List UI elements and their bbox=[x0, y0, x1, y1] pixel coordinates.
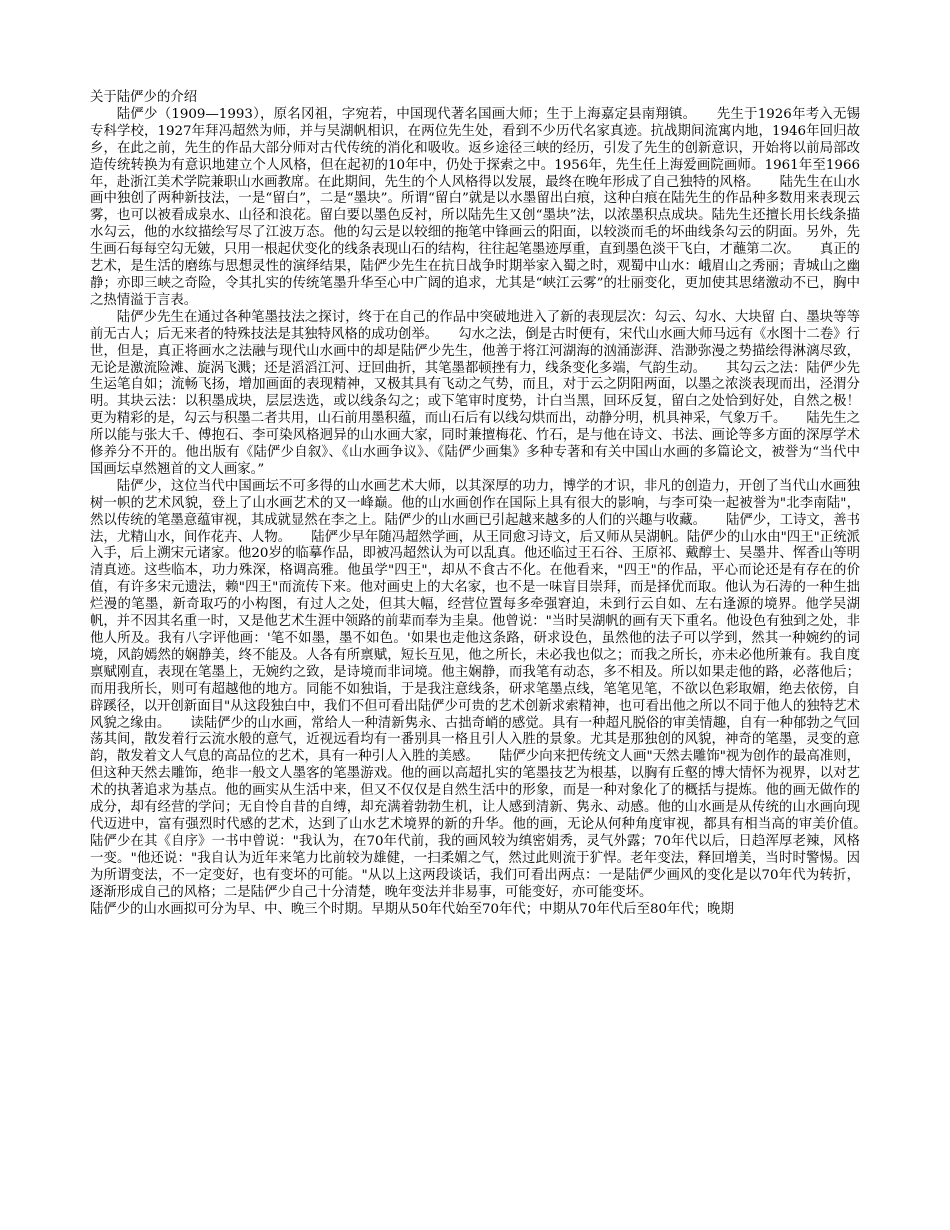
document-body bbox=[90, 90, 887, 918]
paragraph: 陆俨少（1909—1993），原名冈祖，字宛若，中国现代著名国画大师；生于上海嘉定县南翔镇。 先生于1926年考入无锡专科学校，1927年拜冯超然为师，并与吴湖帆相识，在两位先生处，看到不少历代名家真迹。抗战期间流寓内地，1946年回归故乡，在此之前，先生的作品大部分师对古代传统的消化和吸收。返乡途径三峡的经历，引发了先生的创新意识，开始将以前局部改造传统转换为有意识地建立个人风格，但在起初的10年中，仍处于探索之中。1956年，先生任上海爱画院画师。1961年至1966年，赴浙江美术学院兼职山水画教席。在此期间，先生的个人风格得以发展，最终在晚年形成了自己独特的风格。 陆先生在山水画中独创了两种新技法，一是“留白”，二是“墨块”。所谓“留白”就是以水墨留出白痕，这种白痕在陆先生的作品种多数用来表现云雾，也可以被看成泉水、山径和浪花。留白要以墨色反衬，所以陆先生又创“墨块”法，以浓墨积点成块。陆先生还擅长用长线条描水勾云，他的水纹描绘写尽了江波万态。他的勾云是以较细的拖笔中锋画云的阳面，以较淡而毛的坏曲线条勾云的阴面。另外，先生画石每每空勾无皴，只用一根起伏变化的线条表现山石的结构，往往起笔墨迹厚重，直到墨色淡干飞白，才蘸第二次。 真正的艺术，是生活的磨练与思想灵性的演绎结果，陆俨少先生在抗日战争时期举家入蜀之时，观蜀中山水：峨眉山之秀丽；青城山之幽静；亦即三峡之奇险，令其扎实的传统笔墨升华至心中广阔的追求，尤其是“峡江云雾”的壮丽变化，更加使其思绪激动不已，胸中之热情溢于言表。 bbox=[90, 106, 860, 308]
document-title: 关于陆俨少的介绍 bbox=[90, 90, 198, 105]
paragraph: 陆俨少先生在通过各种笔墨技法之探讨，终于在自己的作品中突破地进入了新的表现层次：勾云、勾水、大块留 白、墨块等等前无古人；后无来者的特殊技法是其独特风格的成功创举。 勾水之法，倒是古时便有，宋代山水画大师马远有《水图十二卷》行世，但是，真正将画水之法融与现代山水画中的却是陆俨少先生，他善于将江河湖海的汹涌澎湃、浩渺弥漫之势描绘得淋漓尽致，无论是激流险滩、旋涡飞溅；还是滔滔江河、迂回曲折，其笔墨都顿挫有力，线条变化多端，气韵生动。 其勾云之法：陆俨少先生运笔自如；流畅飞扬，增加画面的表现精神，又极其具有飞动之气势，而且，对于云之阴阳两面，以墨之浓淡表现而出，泾渭分明。其块云法：以积墨成块，层层迭选，或以线条勾之；或下笔审时度势，计白当黑，回环反复，留白之处恰到好处，自然之极！更为精彩的是，勾云与积墨二者共用，山石前用墨积蕴，而山石后有以线勾烘而出，动静分明，机具神采，气象万千。 陆先生之所以能与张大千、傅抱石、李可染风格迥异的山水画大家，同时兼擅梅花、竹石，是与他在诗文、书法、画论等多方面的深厚学术修养分不开的。他出版有《陆俨少自叙》、《山水画争议》、《陆俨少画集》多种专著和有关中国山水画的多篇论文，被誉为“当代中国画坛卓然翘首的文人画家。” bbox=[90, 309, 860, 477]
paragraph: 陆俨少的山水画拟可分为早、中、晚三个时期。早期从50年代始至70年代；中期从70年代后至80年代；晚期 bbox=[90, 901, 734, 917]
paragraph: 陆俨少，这位当代中国画坛不可多得的山水画艺术大师，以其深厚的功力，博学的才识，非凡的创造力，开创了当代山水画独树一帜的艺术风貌，登上了山水画艺术的又一峰巅。他的山水画创作在国际上具有很大的影响，与李可染一起被誉为"北李南陆"，然以传统的笔墨意蕴审视，其成就显然在李之上。陆俨少的山水画已引起越来越多的人们的兴趣与收藏。 陆俨少，工诗文，善书法，尤精山水，间作花卉、人物。 陆俨少早年随冯超然学画，从王同愈习诗文，后又师从吴湖帆。陆俨少的山水由"四王"正统派入手，后上溯宋元诸家。他20岁的临摹作品，即被冯超然认为可以乱真。他还临过王石谷、王原祁、戴醇士、吴墨井、恽香山等明清真迹。这些临本，功力殊深，格调高雅。他虽学"四王"，却从不食古不化。在他看来，"四王"的作品，平心而论还是有存在的价值，有许多宋元遗法，赖"四王"而流传下来。他对画史上的大名家，也不是一味盲目崇拜，而是择优而取。他认为石涛的一种生拙烂漫的笔墨，新奇取巧的小构图，有过人之处，但其大幅，经营位置每多牵强窘迫，未到行云自如、左右逢源的境界。他学吴湖帆，并不因其名重一时，又是他艺术生涯中领路的前辈而奉为圭臬。他曾说："当时吴湖帆的画有天下重名。他设色有独到之处，非他人所及。我有八字评他画：'笔不如墨，墨不如色。'如果也走他这条路，研求设色，虽然他的法子可以学到，然其一种婉约的词境，风韵嫣然的娴静美，终不能及。人各有所禀赋，短长互见，他之所长，未必我也似之；而我之所长，亦未必他所兼有。我自度禀赋刚直，表现在笔墨上，无婉约之致，是诗境而非词境。他主娴静，而我笔有动态，多不相及。所以如果走他的路，必落他后；而用我所长，则可有超越他的地方。同能不如独诣，于是我注意线条，研求笔墨点线，笔笔见笔，不欲以色彩取媚，绝去依傍，自辟蹊径，以开创新面目"从这段独白中，我们不但可看出陆俨少可贵的艺术创新求索精神，也可看出他之所以不同于他人的独特艺术风貌之缘由。 读陆俨少的山水画，常给人一种清新隽永、古拙奇峭的感觉。具有一种超凡脱俗的审美情趣，自有一种郁勃之气回荡其间，散发着行云流水般的意气，近视远看均有一番别具一格且引人入胜的景象。尤其是那独创的风貌，神奇的笔墨，灵变的意韵，散发着文人气息的高品位的艺术，具有一种引人入胜的美感。 陆俨少向来把传统文人画"天然去雕饰"视为创作的最高准则，但这种天然去雕饰，绝非一般文人墨客的笔墨游戏。他的画以高超扎实的笔墨技艺为根基，以胸有丘壑的博大情怀为视界，以对艺术的执著追求为基点。他的画实从生活中来，但又不仅仅是自然生活中的形象，而是一种对象化了的概括与提炼。他的画无做作的成分，却有经营的学问；无自怜自昔的自缚，却充满着勃勃生机，让人感到清新、隽永、动感。他的山水画是从传统的山水画向现代迈进中，富有强烈时代感的艺术，达到了山水艺术境界的新的升华。他的画，无论从何种角度审视，都具有相当高的审美价值。 陆俨少在其《自序》一书中曾说："我认为，在70年代前，我的画风较为缜密娟秀，灵气外露；70年代以后，日趋浑厚老辣，风格一变。"他还说："我自认为近年来笔力比前较为雄健，一扫柔媚之气，然过此则流于犷悍。老年变法，释回增美，当时时警惕。因为所谓变法，不一定变好，也有变坏的可能。"从以上这两段谈话，我们可看出两点：一是陆俨少画风的变化是以70年代为转折，逐渐形成自己的风格；二是陆俨少自己十分清楚，晚年变法并非易事，可能变好，亦可能变坏。 bbox=[90, 478, 887, 900]
